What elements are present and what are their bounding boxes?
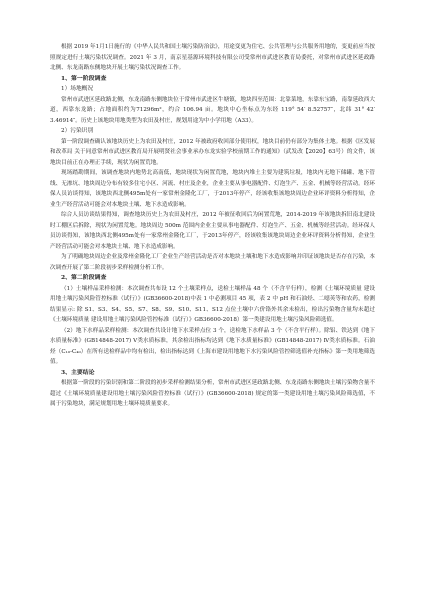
conclusion-paragraph: 根据第一阶段的污染识别和第二阶段的初步采样检测结果分析，常州市武进区延政路北侧、东龙南路东侧地块土壤污染物含量不超过《土壤环境质量建设用地土壤污染风险管控标准（试行）》(GB36600-2018) 规定的第一类建设用地土壤污染风险筛选值，不属于污染地块，满足规划用地土壤环境质量要求。 [50,380,375,407]
site-survey-paragraph: 现场踏勘期间，该调查地块内地势北高南低，地块现状为闲置荒地，地块内堆土主要为建筑垃圾，地块内无地下储罐、地下管线、无渗坑、地块周边分布有较多住宅小区、河流、村庄及企业，企业主要从事电器配件、灯泡生产、五金、机械等经营活动。经环保人员访谈得知，该地块西北侧495m处有一家常州金隆化工厂，于2013年停产，经该收集该地块周边企业环评资料分析得知，企业生产经营活动可能会对本地块土壤、地下水造成影响。 [50,170,375,208]
soil-sampling-paragraph: （1）土壤样品采样检测：本次调查共布设 12 个土壤采样点，送检土壤样品 48 个（不含平行样），检测《土壤环境质量 建设用地土壤污染风险管控标准（试行）》(GB36600-2018)中表 1 中必测项目 45 项，表 2 中 pH 和石油烃、二噁英等和农药，检测结果显示: 除 S1、S3、S4、S5、S7、S8、S9、S10、S11、S12 点位土壤中六价铬外其余未检出，检出污染物含量均未超过《土壤环境质量 建设用地土壤污染风险管控标准（试行）》GB36600-2018）第一类建设用地土壤污染风险筛选值。 [50,285,375,323]
interview-summary-paragraph: 综合人员访谈结果得知，调查地块历史上为农田及村庄，2012 年被征收回后为闲置荒地，2014-2019 年该地块拆旧南北建设时工棚区后拆除，现状为闲置荒地。地块周边 500m 范围内企业主要从事电器配件、灯泡生产、五金、机械等经营活动。经环保人员访谈得知，该地块西北侧495m处有一家常州金隆化工厂，于2013年停产，经该收集该地块周边企业环评资料分析得知，企业生产经营活动可能会对本地块土壤、地下水造成影响。 [50,212,375,250]
intro-paragraph: 根据 2019 年1月1日施行的《中华人民共和国土壤污染防治法》，用途变更为住宅、公共管理与公共服务用地的，变更前应当按照规定进行土壤污染状况调查。2021 年 3 月，南京星基源环境科技有限公司受常州市武进区教育局委托，对常州市武进区延政路北侧、东龙南路东侧地块开展土壤污染状况调查工作。 [50,44,375,71]
section-heading-first-stage: 1、第一阶段调查 [61,74,107,82]
subsection-heading-pollution-identification: 2）污染识别 [61,128,94,134]
subsection-heading-site-overview: 1）场地概况 [61,86,94,92]
groundwater-sampling-paragraph: （2）地下水样品采样检测：本次调查共设计地下水采样点位 3 个，送检地下水样品 3 个（不含平行样）。除铝、铁达到《地下水质量标准》(GB14848-2017) Ⅴ类水质标准，其余检出指标均达到《地下水质量标准》(GB14848-2017) Ⅳ类水质标准。石油烃（C₁₀-C₄₀）在所有送检样品中均有检出，检出指标达到《上海市建设用地地下水污染风险管控筛选值补充指标》第一类用地筛选值。 [50,327,375,365]
site-overview-paragraph: 常州市武进区延政路北侧，东龙南路东侧地块位于常州市武进区牛塘镇，地块四至范围：北靠菜地，东靠东宝路，南靠延政西大道，西靠东龙路；占地面积约为71296m²，约合 106.94 亩。地块中心坐标点为东经 119° 54′ 8.52757″，北纬 31° 42′ 3.46914″。历史上该地块用地类型为农田及村庄，规划用途为中小学用地（A33）。 [50,96,375,124]
second-stage-rationale-paragraph: 为了明确地块周边企业及常州金隆化工厂企业生产经营活动是否对本地块土壤和地下水造成影响并印证该地块是否存在污染，本次调查开展了第二阶段初步采样检测分析工作。 [50,254,375,271]
section-heading-second-stage: 2、第二阶段调查 [61,274,107,281]
pollution-history-paragraph: 第一阶段调查确认该地块历史上为农田及村庄，2012 年被政府收回部分使用权，地块目前仍有部分为集体土地。根据《区发展和改革局 关于同意常州市武进区教育局开展明贤社会事业承办东龙实验学校前期工作的通知》（武发改【2020】63号）的文件，该地块目前正在办理正手续，现状为闲置荒地。 [50,138,375,166]
section-heading-conclusion: 3、主要结论 [61,368,95,376]
